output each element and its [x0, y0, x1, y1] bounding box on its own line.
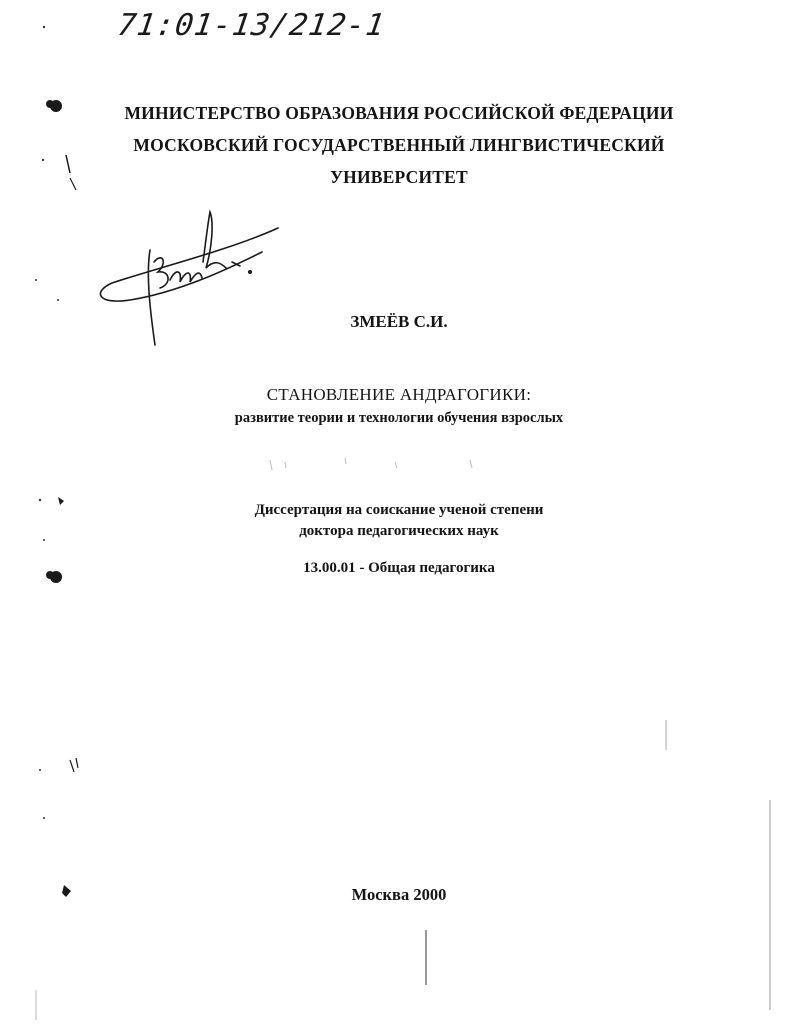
catalog-number: 71:01-13/212-1 [115, 8, 388, 43]
institution-line-2: МОСКОВСКИЙ ГОСУДАРСТВЕННЫЙ ЛИНГВИСТИЧЕСКИЙ [133, 135, 665, 155]
city-year: Москва 2000 [351, 885, 447, 904]
dissertation-title: СТАНОВЛЕНИЕ АНДРАГОГИКИ: [266, 385, 532, 404]
institution-line-1: МИНИСТЕРСТВО ОБРАЗОВАНИЯ РОССИЙСКОЙ ФЕДЕРАЦИИ [124, 103, 674, 123]
dissertation-subtitle: развитие теории и технологии обучения взрослых [234, 410, 564, 426]
degree-line-1: Диссертация на соискание ученой степени [254, 502, 544, 518]
specialty-code: 13.00.01 - Общая педагогика [303, 560, 495, 576]
degree-block [0, 500, 798, 542]
author-name: ЗМЕЁВ С.И. [350, 312, 448, 331]
degree-line-2: доктора педагогических наук [299, 523, 499, 539]
institution-line-3: УНИВЕРСИТЕТ [330, 167, 468, 187]
